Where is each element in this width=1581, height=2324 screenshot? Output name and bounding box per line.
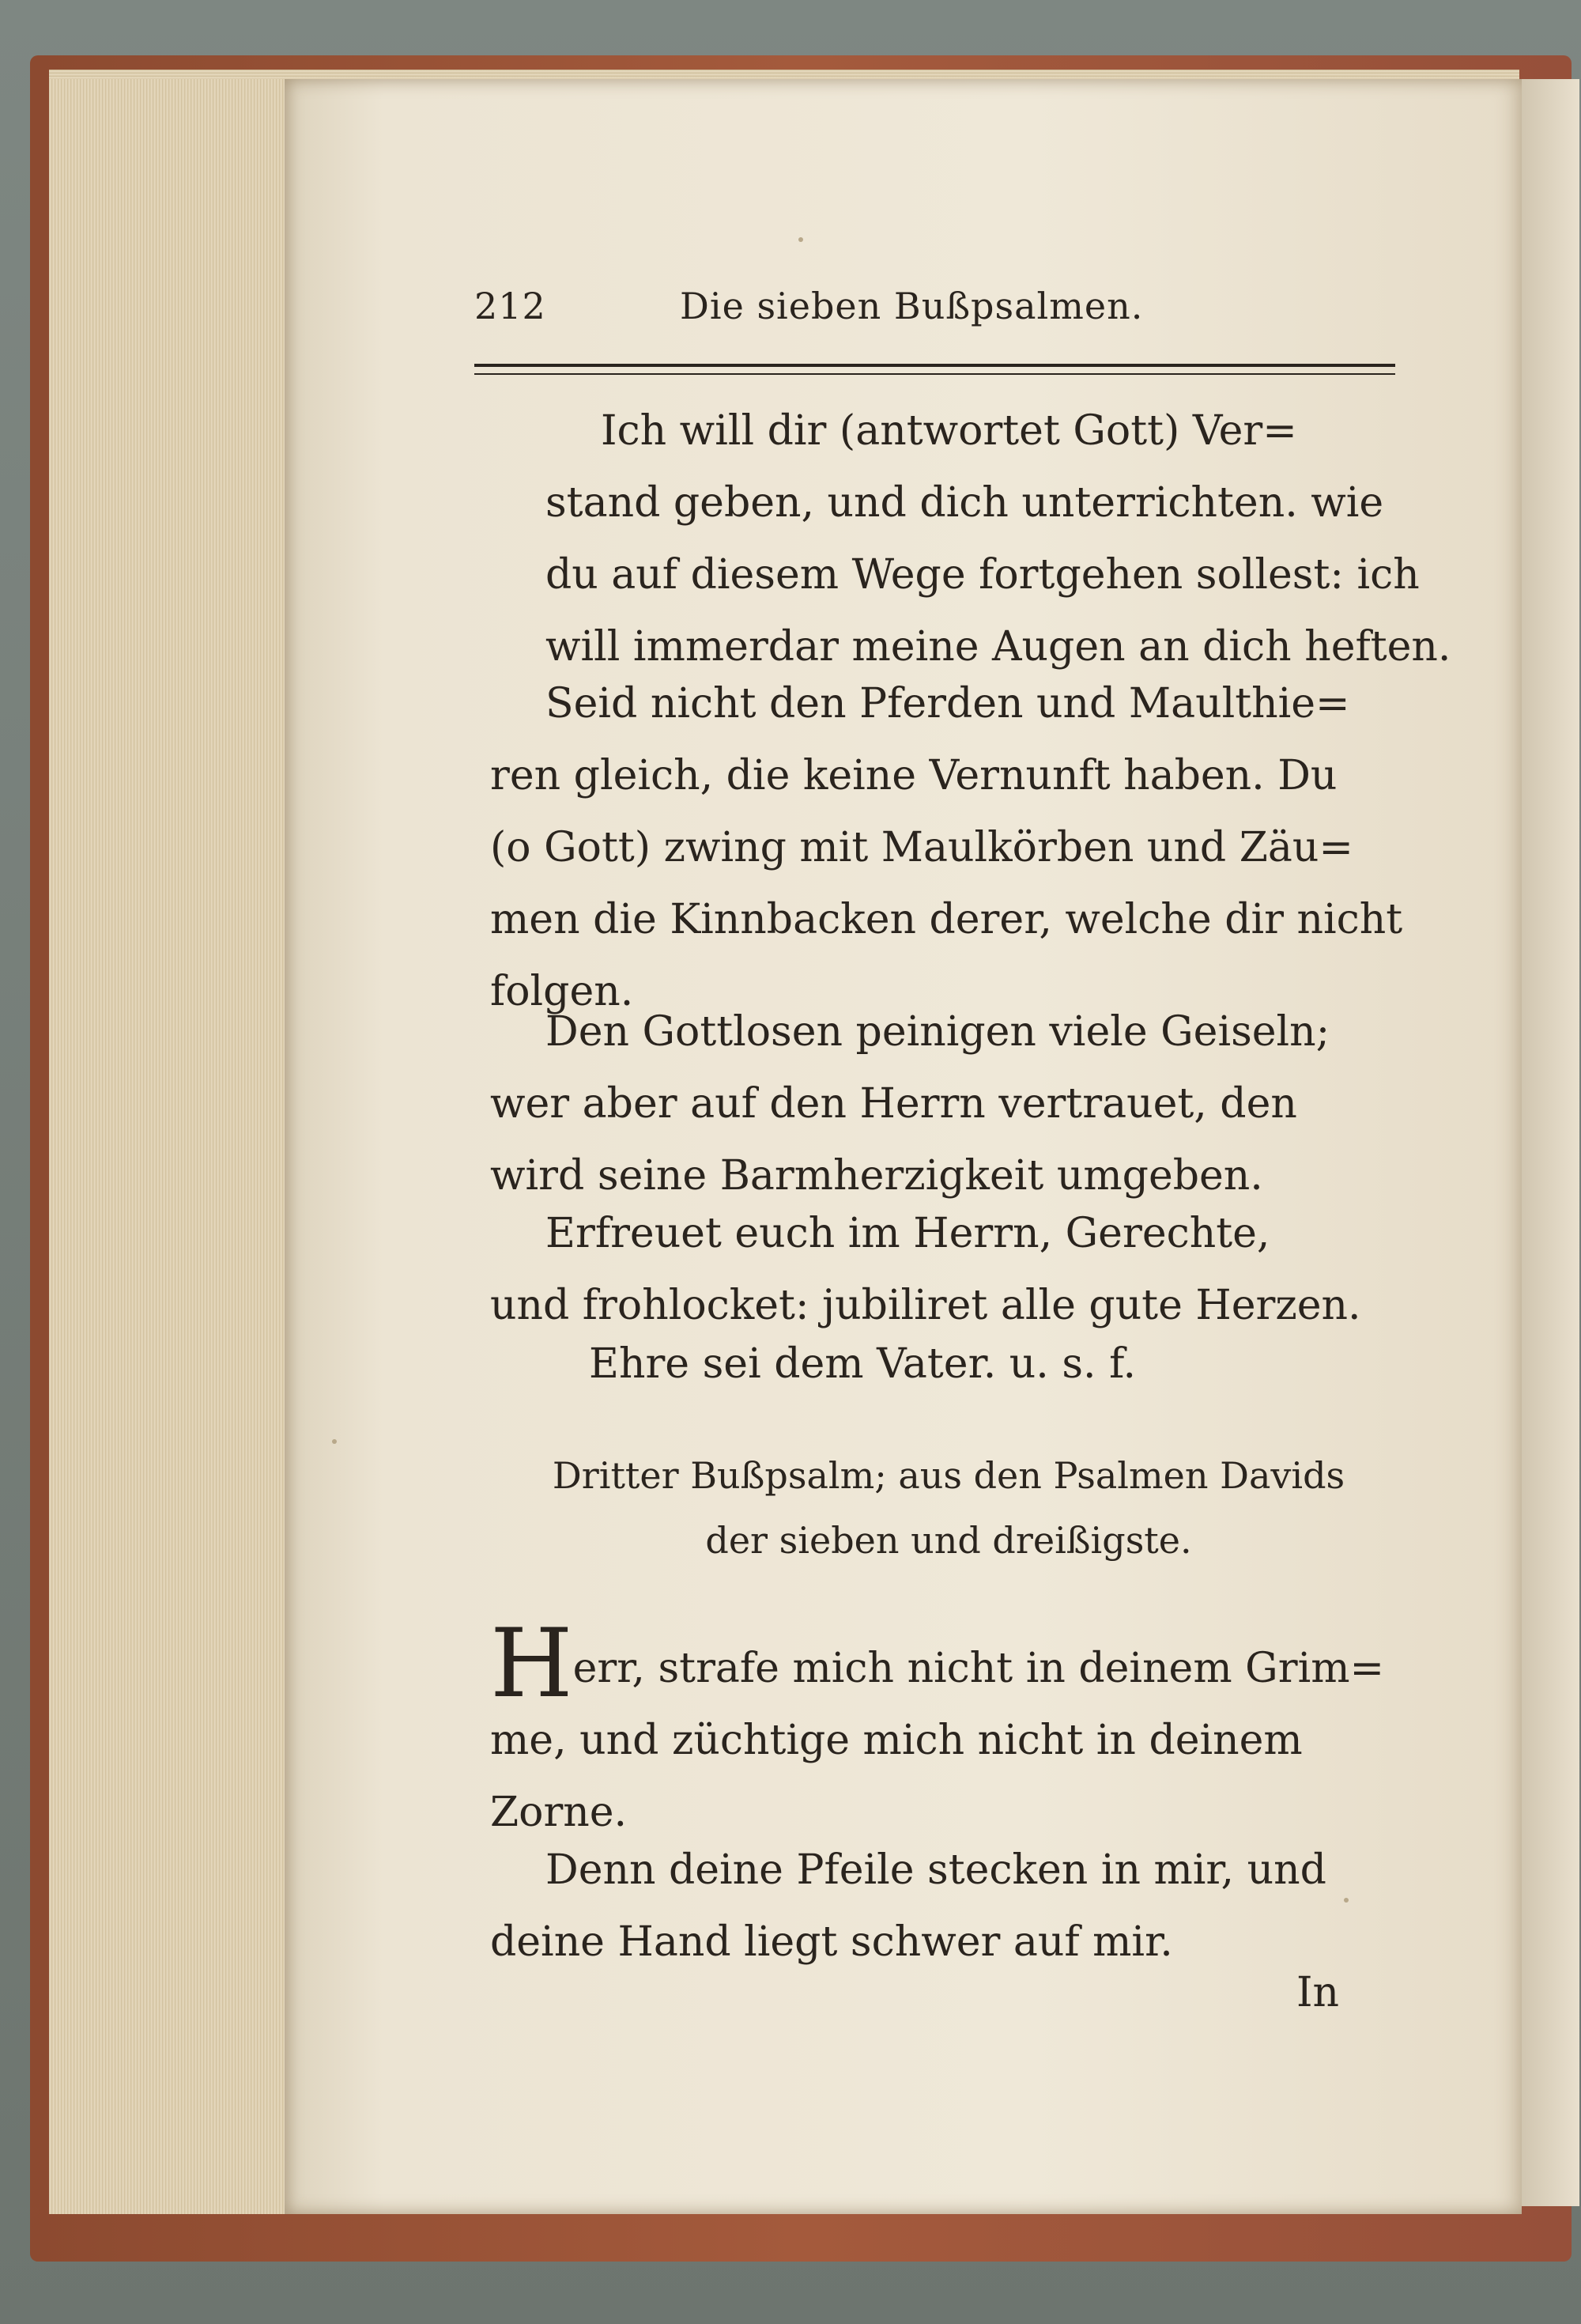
header-rule-thin — [474, 373, 1395, 375]
text-line: Denn deine Pfeile stecken in mir, und — [545, 1846, 1326, 1894]
running-title: Die sieben Bußpsalmen. — [680, 285, 1144, 327]
text-line-rest: err, strafe mich nicht in deinem Grim= — [572, 1645, 1385, 1692]
paper-fleck — [332, 1439, 337, 1444]
heading-line: der sieben und dreißigste. — [705, 1519, 1192, 1562]
page-edges-left — [49, 79, 289, 2214]
text-line: deine Hand liegt schwer auf mir. — [490, 1918, 1173, 1966]
text-line: Den Gottlosen peinigen viele Geiseln; — [545, 1008, 1330, 1056]
text-line: stand geben, und dich unterrichten. wie — [545, 479, 1384, 527]
text-line: (o Gott) zwing mit Maulkörben und Zäu= — [490, 824, 1353, 871]
text-line — [490, 1609, 1407, 1719]
text-line: Zorne. — [490, 1789, 628, 1836]
text-line: du auf diesem Wege fortgehen sollest: ich — [545, 551, 1420, 599]
section-heading — [490, 1443, 1407, 1573]
text-line: will immerdar meine Augen an dich heften. — [545, 623, 1451, 671]
text-line: Ehre sei dem Vater. u. s. f. — [589, 1340, 1136, 1388]
text-line: wer aber auf den Herrn vertrauet, den — [490, 1080, 1297, 1128]
text-line: Seid nicht den Pferden und Maulthie= — [545, 680, 1350, 727]
psalm-paragraph-2 — [490, 1835, 1407, 1978]
paragraph-2 — [490, 668, 1407, 1028]
text-line: ren gleich, die keine Vernunft haben. Du — [490, 752, 1338, 799]
facing-page-edge — [1518, 79, 1579, 2206]
header-rule — [474, 364, 1395, 367]
drop-cap: H — [490, 1609, 573, 1719]
paper-fleck — [798, 237, 803, 242]
doxology — [490, 1328, 1407, 1400]
text-line: men die Kinnbacken derer, welche dir nicht — [490, 896, 1403, 943]
heading-line: Dritter Bußpsalm; aus den Psalmen Davids — [552, 1454, 1345, 1497]
psalm-paragraph-1 — [490, 1609, 1407, 1849]
text-line: und frohlocket: jubiliret alle gute Herzen. — [490, 1282, 1361, 1329]
paragraph-3 — [490, 996, 1407, 1212]
running-header — [474, 285, 1407, 340]
paragraph-4 — [490, 1198, 1407, 1342]
text-line: folgen. — [490, 968, 634, 1015]
text-line: me, und züchtige mich nicht in deinem — [490, 1717, 1303, 1764]
text-line: wird seine Barmherzigkeit umgeben. — [490, 1152, 1263, 1200]
page-number: 212 — [474, 285, 546, 327]
text-line: Ich will dir (antwortet Gott) Ver= — [601, 407, 1297, 455]
catchword: In — [1296, 1969, 1340, 2016]
text-line: Erfreuet euch im Herrn, Gerechte, — [545, 1210, 1270, 1257]
paragraph-1 — [490, 395, 1451, 683]
